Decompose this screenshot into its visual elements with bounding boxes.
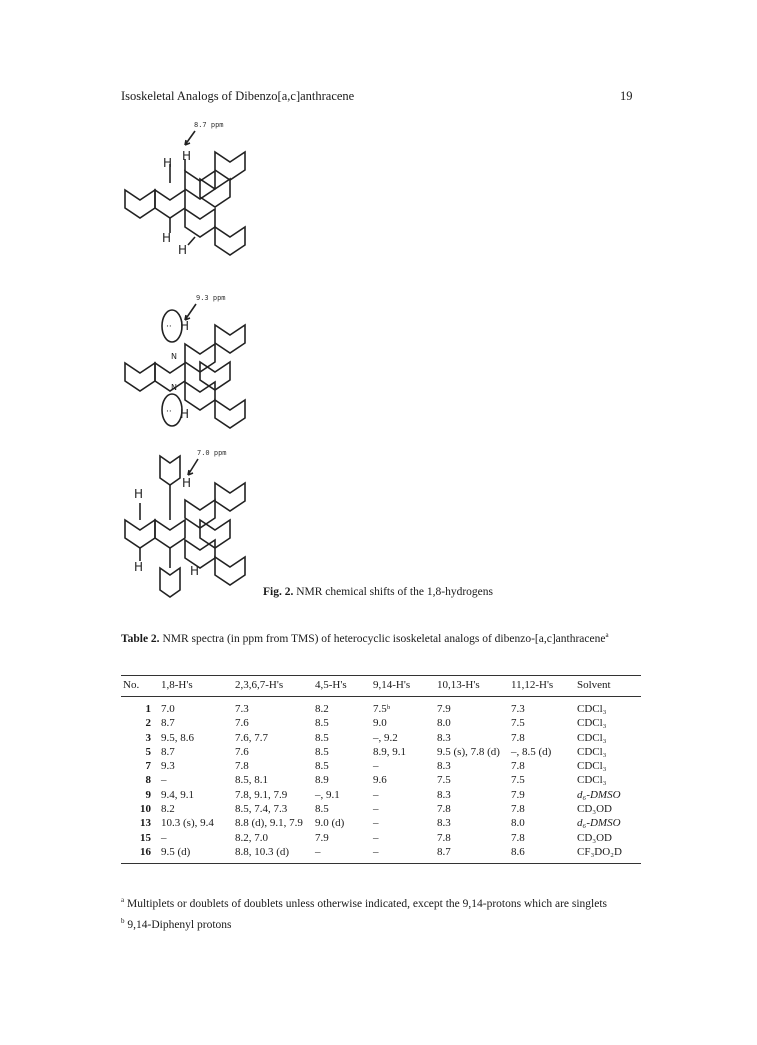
table-row [121, 789, 641, 803]
svg-text:N: N [171, 352, 177, 361]
table-cell: –, 9.2 [373, 731, 398, 744]
table-cell: 9.4, 9.1 [161, 788, 194, 801]
table-cell: 8.7 [161, 717, 175, 730]
compound-number: 15 [140, 831, 151, 844]
table-cell: – [371, 846, 435, 864]
ring [155, 190, 185, 218]
table-cell: 8.3 [437, 817, 451, 830]
table-cell: d₆-DMSO [577, 788, 621, 801]
table-cell: 8.0 [511, 817, 525, 830]
ring [155, 520, 185, 548]
table-cell: 8.9 [315, 774, 329, 787]
shift-label: 7.0 ppm [197, 449, 227, 457]
table-cell: 7.9 [511, 788, 525, 801]
table-cell: 8.6 [509, 846, 575, 864]
table-cell: 9.5, 8.6 [161, 731, 194, 744]
column-header: 11,12-H's [509, 676, 575, 697]
ring [185, 209, 215, 237]
ring [125, 520, 155, 548]
table-cell: –, 9.1 [315, 788, 340, 801]
table-cell: 9.6 [373, 774, 387, 787]
table-label: Table 2. [121, 632, 160, 645]
compound-number: 8 [145, 774, 151, 787]
svg-text:H: H [190, 564, 200, 578]
compound-number: 9 [145, 788, 151, 801]
table-cell: 7.8 [511, 831, 525, 844]
table-cell: 8.5, 7.4, 7.3 [235, 803, 288, 816]
ring [215, 227, 245, 255]
table-cell: 7.8 [511, 731, 525, 744]
svg-text:H: H [163, 156, 173, 170]
table-cell: 8.3 [437, 788, 451, 801]
column-header: No. [121, 676, 159, 697]
table-cell: 7.5 [437, 774, 451, 787]
table-cell: 7.5 [511, 774, 525, 787]
table-caption-text: NMR spectra (in ppm from TMS) of heterocyclic isoskeletal analogs of dibenzo-[a,c]anthracene [162, 632, 606, 645]
table-cell: 7.0 [161, 703, 175, 715]
table-cell: 7.8 [511, 803, 525, 816]
structure-aza-analog [110, 288, 260, 448]
ring [215, 557, 245, 585]
shift-label: 9.3 ppm [196, 294, 226, 302]
table-cell: 7.5ᵇ [373, 703, 391, 715]
compound-number: 3 [145, 731, 151, 744]
page-number: 19 [620, 89, 633, 103]
table-cell: 9.0 (d) [315, 817, 345, 830]
compound-number: 7 [145, 760, 151, 773]
structure-dibenzanthracene [110, 115, 260, 260]
column-header: 4,5-H's [313, 676, 371, 697]
shift-label: 8.7 ppm [194, 121, 224, 129]
nmr-table [121, 675, 641, 864]
svg-text:N: N [171, 383, 177, 392]
table-cell: CDCl₃ [577, 760, 607, 773]
compound-number: 16 [121, 846, 159, 864]
table-row [121, 746, 641, 760]
table-cell: CF₃DO₂D [575, 846, 641, 864]
table-cell: 8.7 [435, 846, 509, 864]
table-cell: – [161, 774, 167, 787]
table-cell: 7.8 [437, 831, 451, 844]
phenyl-ring [160, 568, 180, 597]
table-cell: 7.8 [235, 760, 249, 773]
compound-number: 13 [140, 817, 151, 830]
running-title: Isoskeletal Analogs of Dibenzo[a,c]anthracene [121, 89, 355, 103]
table-cell: 8.5 [315, 731, 329, 744]
table-cell: 8.5 [315, 745, 329, 758]
column-header: 1,8-H's [159, 676, 233, 697]
table-cell: 8.2 [161, 803, 175, 816]
table-cell: 8.3 [437, 760, 451, 773]
table-cell: 7.6, 7.7 [235, 731, 268, 744]
ring [155, 363, 185, 391]
table-cell: – [313, 846, 371, 864]
table-cell: 8.2, 7.0 [235, 831, 268, 844]
column-header: 2,3,6,7-H's [233, 676, 313, 697]
svg-text:H: H [180, 407, 190, 421]
table-cell: –, 8.5 (d) [511, 745, 552, 758]
table-row [121, 760, 641, 774]
table-row [121, 846, 641, 864]
table-cell: d₆-DMSO [577, 817, 621, 830]
table-cell: 7.6 [235, 717, 249, 730]
svg-text:H: H [178, 243, 188, 257]
table-row [121, 717, 641, 731]
table-cell: 7.5 [511, 717, 525, 730]
table-cell: 8.5 [315, 803, 329, 816]
table-cell: 8.9, 9.1 [373, 745, 406, 758]
table-cell: 7.3 [235, 703, 249, 715]
footnotes [121, 893, 641, 935]
ring [215, 325, 245, 353]
ring [125, 363, 155, 391]
ring [215, 400, 245, 428]
svg-text:H: H [182, 476, 192, 490]
table-cell: – [373, 817, 379, 830]
table-cell: 7.6 [235, 745, 249, 758]
table-cell: CDCl₃ [577, 774, 607, 787]
column-header: Solvent [575, 676, 641, 697]
table-cell: 8.7 [161, 745, 175, 758]
svg-text:H: H [180, 319, 190, 333]
ring [215, 152, 245, 180]
table-cell: 7.8 [437, 803, 451, 816]
table-cell: CDCl₃ [577, 717, 607, 730]
table-cell: 7.8, 9.1, 7.9 [235, 788, 288, 801]
table-cell: – [373, 760, 379, 773]
compound-number: 5 [145, 745, 151, 758]
figure-label: Fig. 2. [263, 586, 294, 598]
table-row [121, 774, 641, 788]
ring [215, 483, 245, 511]
ring [125, 190, 155, 218]
table-cell: CDCl₃ [577, 745, 607, 758]
table-cell: 7.8 [511, 760, 525, 773]
table-cell: 8.8, 10.3 (d) [233, 846, 313, 864]
table-row [121, 697, 641, 718]
svg-text:H: H [134, 560, 144, 574]
compound-number: 1 [145, 703, 151, 715]
compound-number: 2 [145, 717, 151, 730]
svg-text:H: H [134, 487, 144, 501]
table-row [121, 803, 641, 817]
footnote: $^a$ Multiplets or doublets of doublets unless otherwise indicated, except the 9,14-protons which are singlets [121, 896, 608, 910]
table-cell: 7.9 [315, 831, 329, 844]
table-cell: 7.3 [511, 703, 525, 715]
table-cell: 8.8 (d), 9.1, 7.9 [235, 817, 303, 830]
svg-text:··: ·· [166, 322, 172, 332]
table-cell: 8.2 [315, 703, 329, 715]
svg-text:··: ·· [166, 407, 172, 417]
table-caption [121, 627, 641, 647]
table-cell: 9.5 (s), 7.8 (d) [437, 745, 500, 758]
table-header-row [121, 676, 641, 697]
table-cell: – [161, 831, 167, 844]
footnote: $^b$ 9,14-Diphenyl protons [121, 916, 232, 931]
table-row [121, 817, 641, 831]
table-cell: 8.3 [437, 731, 451, 744]
table-cell: 9.3 [161, 760, 175, 773]
table-cell: – [373, 831, 379, 844]
table-cell: 8.5, 8.1 [235, 774, 268, 787]
table-cell: CDCl₃ [577, 703, 607, 715]
table-cell: 8.5 [315, 760, 329, 773]
structure-diphenyl-analog [110, 443, 260, 603]
table-row [121, 832, 641, 846]
table-cell: 9.5 (d) [159, 846, 233, 864]
table-cell: 8.0 [437, 717, 451, 730]
figure-caption-text: NMR chemical shifts of the 1,8-hydrogens [293, 586, 493, 598]
table-cell: CD₃OD [577, 831, 613, 844]
phenyl-ring [160, 456, 180, 485]
footnote-marker: a [605, 631, 609, 639]
table-cell: 9.0 [373, 717, 387, 730]
table-cell: – [373, 788, 379, 801]
table-cell: 10.3 (s), 9.4 [161, 817, 214, 830]
table-cell: 8.5 [315, 717, 329, 730]
column-header: 10,13-H's [435, 676, 509, 697]
table-cell: – [373, 803, 379, 816]
svg-text:H: H [182, 149, 192, 163]
table-row [121, 732, 641, 746]
table-cell: 7.9 [437, 703, 451, 715]
table-cell: CDCl₃ [577, 731, 607, 744]
figure-caption [263, 586, 493, 598]
compound-number: 10 [140, 803, 151, 816]
svg-text:H: H [162, 231, 172, 245]
table-cell: CD₃OD [577, 803, 613, 816]
column-header: 9,14-H's [371, 676, 435, 697]
